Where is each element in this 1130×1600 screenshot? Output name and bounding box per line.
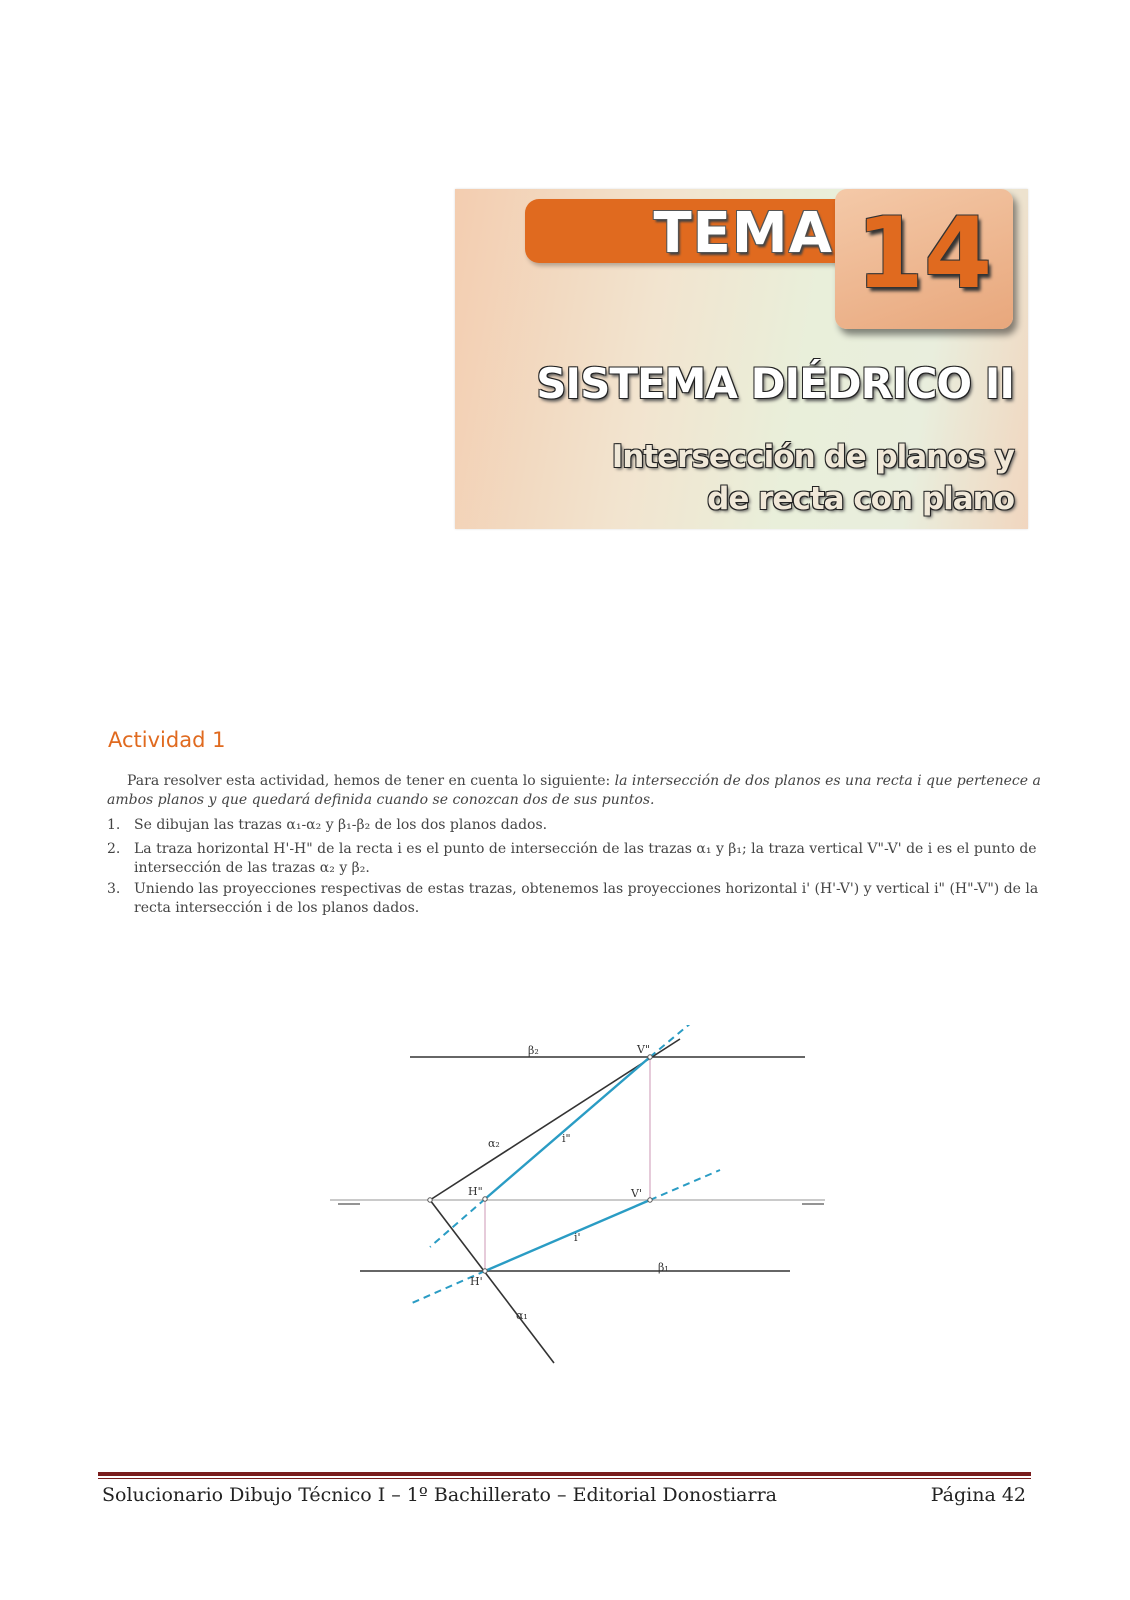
activity-title: Actividad 1 — [108, 728, 226, 752]
label-beta1: β₁ — [658, 1261, 669, 1274]
chapter-subtitle-line1: Intersección de planos y — [611, 439, 1014, 475]
step-text: Uniendo las proyecciones respectivas de estas trazas, obtenemos las proyecciones horizontal i' (H'-V') y vertical i" (H"-V") de la recta intersección i de los planos dados. — [134, 881, 1039, 916]
i1-extension-upper — [650, 1170, 720, 1200]
intersection-line-horizontal-projection — [485, 1200, 650, 1271]
label-i1: i' — [574, 1231, 581, 1244]
intro-plain-text: Para resolver esta actividad, hemos de tener en cuenta lo siguiente: — [127, 773, 615, 789]
label-V2: V" — [637, 1043, 651, 1056]
chapter-number-box — [835, 189, 1013, 329]
chapter-title: SISTEMA DIÉDRICO II — [536, 359, 1014, 408]
point-H1 — [483, 1269, 487, 1273]
plane-intersection-diagram — [330, 1025, 830, 1365]
step-number: 3. — [107, 881, 121, 897]
chapter-subtitle-line2: de recta con plano — [707, 481, 1014, 517]
footer-book-title: Solucionario Dibujo Técnico I – 1º Bachillerato – Editorial Donostiarra — [102, 1484, 777, 1506]
label-i2: i" — [562, 1132, 571, 1145]
step-number: 2. — [107, 841, 121, 857]
step-text: Se dibujan las trazas α₁-α₂ y β₁-β₂ de los dos planos dados. — [134, 817, 548, 833]
step-1 — [107, 816, 1057, 835]
step-text: La traza horizontal H'-H" de la recta i es el punto de intersección de las trazas α₁ y β₁; la traza vertical V"-V' de i es el punto de intersección de las trazas α₂ y β₂. — [134, 841, 1037, 876]
label-beta2: β₂ — [528, 1044, 539, 1057]
chapter-number: 14 — [855, 197, 993, 311]
intro-italic-text: la intersección de dos planos es una recta i que pertenece a ambos planos y que quedará definida cuando se conozcan dos de sus puntos. — [107, 773, 1041, 808]
label-alpha1: α₁ — [516, 1309, 528, 1322]
label-H2: H" — [468, 1185, 483, 1198]
step-number: 1. — [107, 817, 121, 833]
step-2 — [107, 840, 1057, 878]
activity-intro — [107, 772, 1057, 810]
footer-page-number: Página 42 — [930, 1484, 1026, 1506]
chapter-banner — [455, 189, 1028, 529]
point-V1 — [648, 1198, 652, 1202]
label-V1: V' — [631, 1187, 642, 1200]
footer-rule-thick — [98, 1472, 1031, 1476]
tema-pill — [525, 199, 855, 266]
label-alpha2: α₂ — [488, 1137, 500, 1150]
tema-label: TEMA — [653, 201, 833, 266]
i2-extension-lower — [430, 1199, 485, 1247]
label-H1: H' — [470, 1275, 483, 1288]
footer-rule-thin — [98, 1478, 1031, 1479]
intersection-line-vertical-projection — [485, 1057, 650, 1199]
step-3 — [107, 880, 1057, 918]
alpha1-trace — [430, 1200, 554, 1363]
alpha-vertex-point — [428, 1198, 432, 1202]
point-H2 — [483, 1197, 487, 1201]
